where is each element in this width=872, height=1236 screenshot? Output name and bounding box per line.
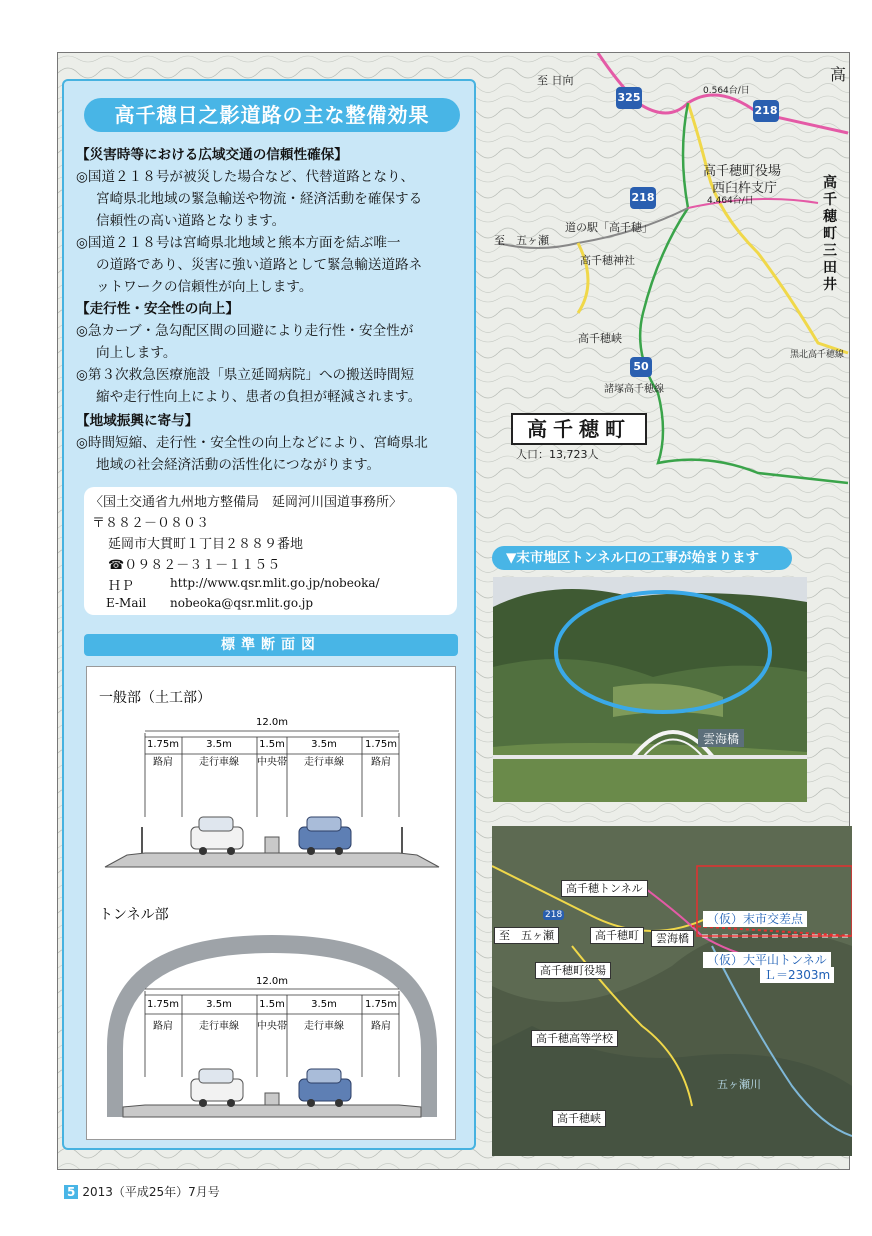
map-vertical-label: 高千穂町三田井: [823, 175, 837, 293]
aerial-label-school: 高千穂高等学校: [531, 1030, 618, 1047]
tunnel-total-width: 12.0m: [255, 976, 289, 987]
aerial-label-bridge: 雲海橋: [651, 930, 694, 947]
text-line: ◎急カーブ・急勾配区間の回避により走行性・安全性が: [76, 323, 414, 339]
construction-photo: [493, 577, 807, 802]
contact-address: 延岡市大貫町１丁目２８８９番地: [108, 537, 304, 552]
tunnel-width-2: 1.5m: [259, 999, 285, 1010]
section-heading-safety: 【走行性・安全性の向上】: [76, 301, 240, 317]
text-line: 信頼性の高い道路となります。: [96, 213, 286, 229]
page-footer: [64, 1183, 220, 1200]
general-lane-1: 走行車線: [199, 757, 239, 768]
text-line: 地域の社会経済活動の活性化につながります。: [96, 457, 381, 473]
text-line: ◎国道２１８号が被災した場合など、代替道路となり、: [76, 169, 415, 185]
aerial-label-tunnel1: 高千穂トンネル: [561, 880, 648, 897]
tunnel-width-3: 3.5m: [311, 999, 337, 1010]
route-50-badge: [630, 357, 652, 377]
aerial-label-gorge: 高千穂峡: [552, 1110, 606, 1127]
text-line: 向上します。: [96, 345, 177, 361]
general-width-4: 1.75m: [364, 739, 398, 750]
text-line: の道路であり、災害に強い道路として緊急輸送道路ネ: [96, 257, 423, 273]
map-label-shrine: 高千穂神社: [580, 254, 635, 267]
map-label-branch: 西臼杵支庁: [712, 181, 778, 196]
aerial-label-town: 高千穂町: [590, 927, 644, 944]
route-218-number: 218: [754, 104, 778, 117]
construction-photo-svg: [493, 577, 807, 802]
route-325-number: 325: [617, 91, 641, 104]
section-heading-disaster: 【災害時等における広域交通の信頼性確保】: [76, 147, 348, 163]
text-line: ◎第３次救急医療施設「県立延岡病院」への搬送時間短: [76, 367, 415, 383]
tunnel-lane-2: 中央帯: [257, 1021, 287, 1032]
contact-tel: ☎０９８２－３１－１１５５: [108, 558, 281, 573]
contact-zip: 〒８８２－０８０３: [92, 516, 210, 531]
text-line: ットワークの信頼性が向上します。: [96, 279, 313, 295]
contact-hp-label: ＨＰ: [108, 579, 135, 594]
map-label-to-gokase: 至 五ヶ瀬: [494, 234, 549, 247]
tunnel-width-0: 1.75m: [146, 999, 180, 1010]
tunnel-section-label: トンネル部: [99, 907, 169, 923]
aerial-map: [492, 826, 852, 1156]
photo-caption: ▼末市地区トンネル口の工事が始まります: [492, 546, 792, 570]
page-number: 5: [64, 1185, 78, 1199]
tunnel-lane-3: 走行車線: [304, 1021, 344, 1032]
contact-mail-link[interactable]: nobeoka@qsr.mlit.go.jp: [170, 596, 314, 610]
general-section-label: 一般部（土工部）: [99, 690, 211, 706]
tunnel-lane-1: 走行車線: [199, 1021, 239, 1032]
map-label-dist2: 4.464台/日: [707, 196, 754, 206]
map-label-hall: 高千穂町役場: [703, 164, 782, 179]
aerial-label-hall: 高千穂町役場: [535, 962, 611, 979]
aerial-map-svg: [492, 826, 852, 1156]
general-lane-3: 走行車線: [304, 757, 344, 768]
general-width-3: 3.5m: [311, 739, 337, 750]
text-line: ◎時間短縮、走行性・安全性の向上などにより、宮崎県北: [76, 435, 428, 451]
aerial-route-badge: 218: [545, 910, 563, 920]
general-lane-0: 路肩: [153, 757, 173, 768]
section-heading-regional: 【地域振興に寄与】: [76, 413, 199, 429]
tunnel-width-4: 1.75m: [364, 999, 398, 1010]
route-218-number: 218: [631, 191, 655, 204]
issue-date: 2013（平成25年）7月号: [82, 1185, 220, 1199]
map-label-to-hyuga: 至 日向: [537, 74, 574, 87]
map-label-pref-road: 諸塚高千穂線: [604, 384, 664, 395]
panel-title: 高千穂日之影道路の主な整備効果: [84, 98, 460, 132]
car-icon-blue: [299, 817, 351, 855]
map-label-gorge: 高千穂峡: [578, 332, 622, 345]
cross-section-diagram: [86, 666, 456, 1140]
map-label-corner: 高: [830, 65, 847, 84]
text-line: 宮崎県北地域の緊急輸送や物流・経済活動を確保する: [96, 191, 423, 207]
car-icon-blue: [299, 1069, 351, 1107]
town-population: 人口：13,723人: [516, 448, 599, 461]
contact-mail-label: E-Mail: [106, 596, 147, 610]
general-lane-2: 中央帯: [257, 757, 287, 768]
car-icon-white: [191, 1069, 243, 1107]
text-line: ◎国道２１８号は宮崎県北地域と熊本方面を結ぶ唯一: [76, 235, 401, 251]
map-label-dist1: 0.564台/日: [703, 86, 750, 96]
general-width-1: 3.5m: [206, 739, 232, 750]
route-325-badge: [616, 87, 642, 109]
bridge-label: 雲海橋: [702, 732, 740, 746]
tunnel-lane-0: 路肩: [153, 1021, 173, 1032]
town-name-box: 高千穂町: [511, 413, 647, 445]
aerial-label-tunnel2-length: Ｌ＝2303m: [760, 967, 834, 983]
car-icon-white: [191, 817, 243, 855]
general-width-0: 1.75m: [146, 739, 180, 750]
cross-section-svg: [87, 667, 457, 1141]
tunnel-width-1: 3.5m: [206, 999, 232, 1010]
contact-hp-link[interactable]: http://www.qsr.mlit.go.jp/nobeoka/: [170, 576, 380, 590]
route-218-badge-mid: [630, 187, 656, 209]
route-218-badge-top: [753, 100, 779, 122]
aerial-label-to-gokase: 至 五ヶ瀬: [494, 927, 559, 944]
contact-org: 〈国土交通省九州地方整備局 延岡河川国道事務所〉: [90, 495, 403, 510]
route-50-number: 50: [633, 360, 649, 373]
map-label-farm-road: 黒北高千穂線: [790, 350, 845, 360]
contact-box: [84, 487, 457, 615]
text-line: 縮や走行性向上により、患者の負担が軽減されます。: [96, 389, 422, 405]
aerial-label-junction: （仮）末市交差点: [703, 911, 807, 927]
tunnel-lane-4: 路肩: [371, 1021, 391, 1032]
general-total-width: 12.0m: [255, 717, 289, 728]
cross-section-title: 標準断面図: [84, 634, 458, 656]
general-lane-4: 路肩: [371, 757, 391, 768]
aerial-label-river: 五ヶ瀬川: [717, 1078, 761, 1091]
general-width-2: 1.5m: [259, 739, 285, 750]
aerial-label-tunnel2: （仮）大平山トンネル: [703, 952, 831, 968]
map-label-michinoeki: 道の駅「高千穂」: [565, 221, 653, 234]
